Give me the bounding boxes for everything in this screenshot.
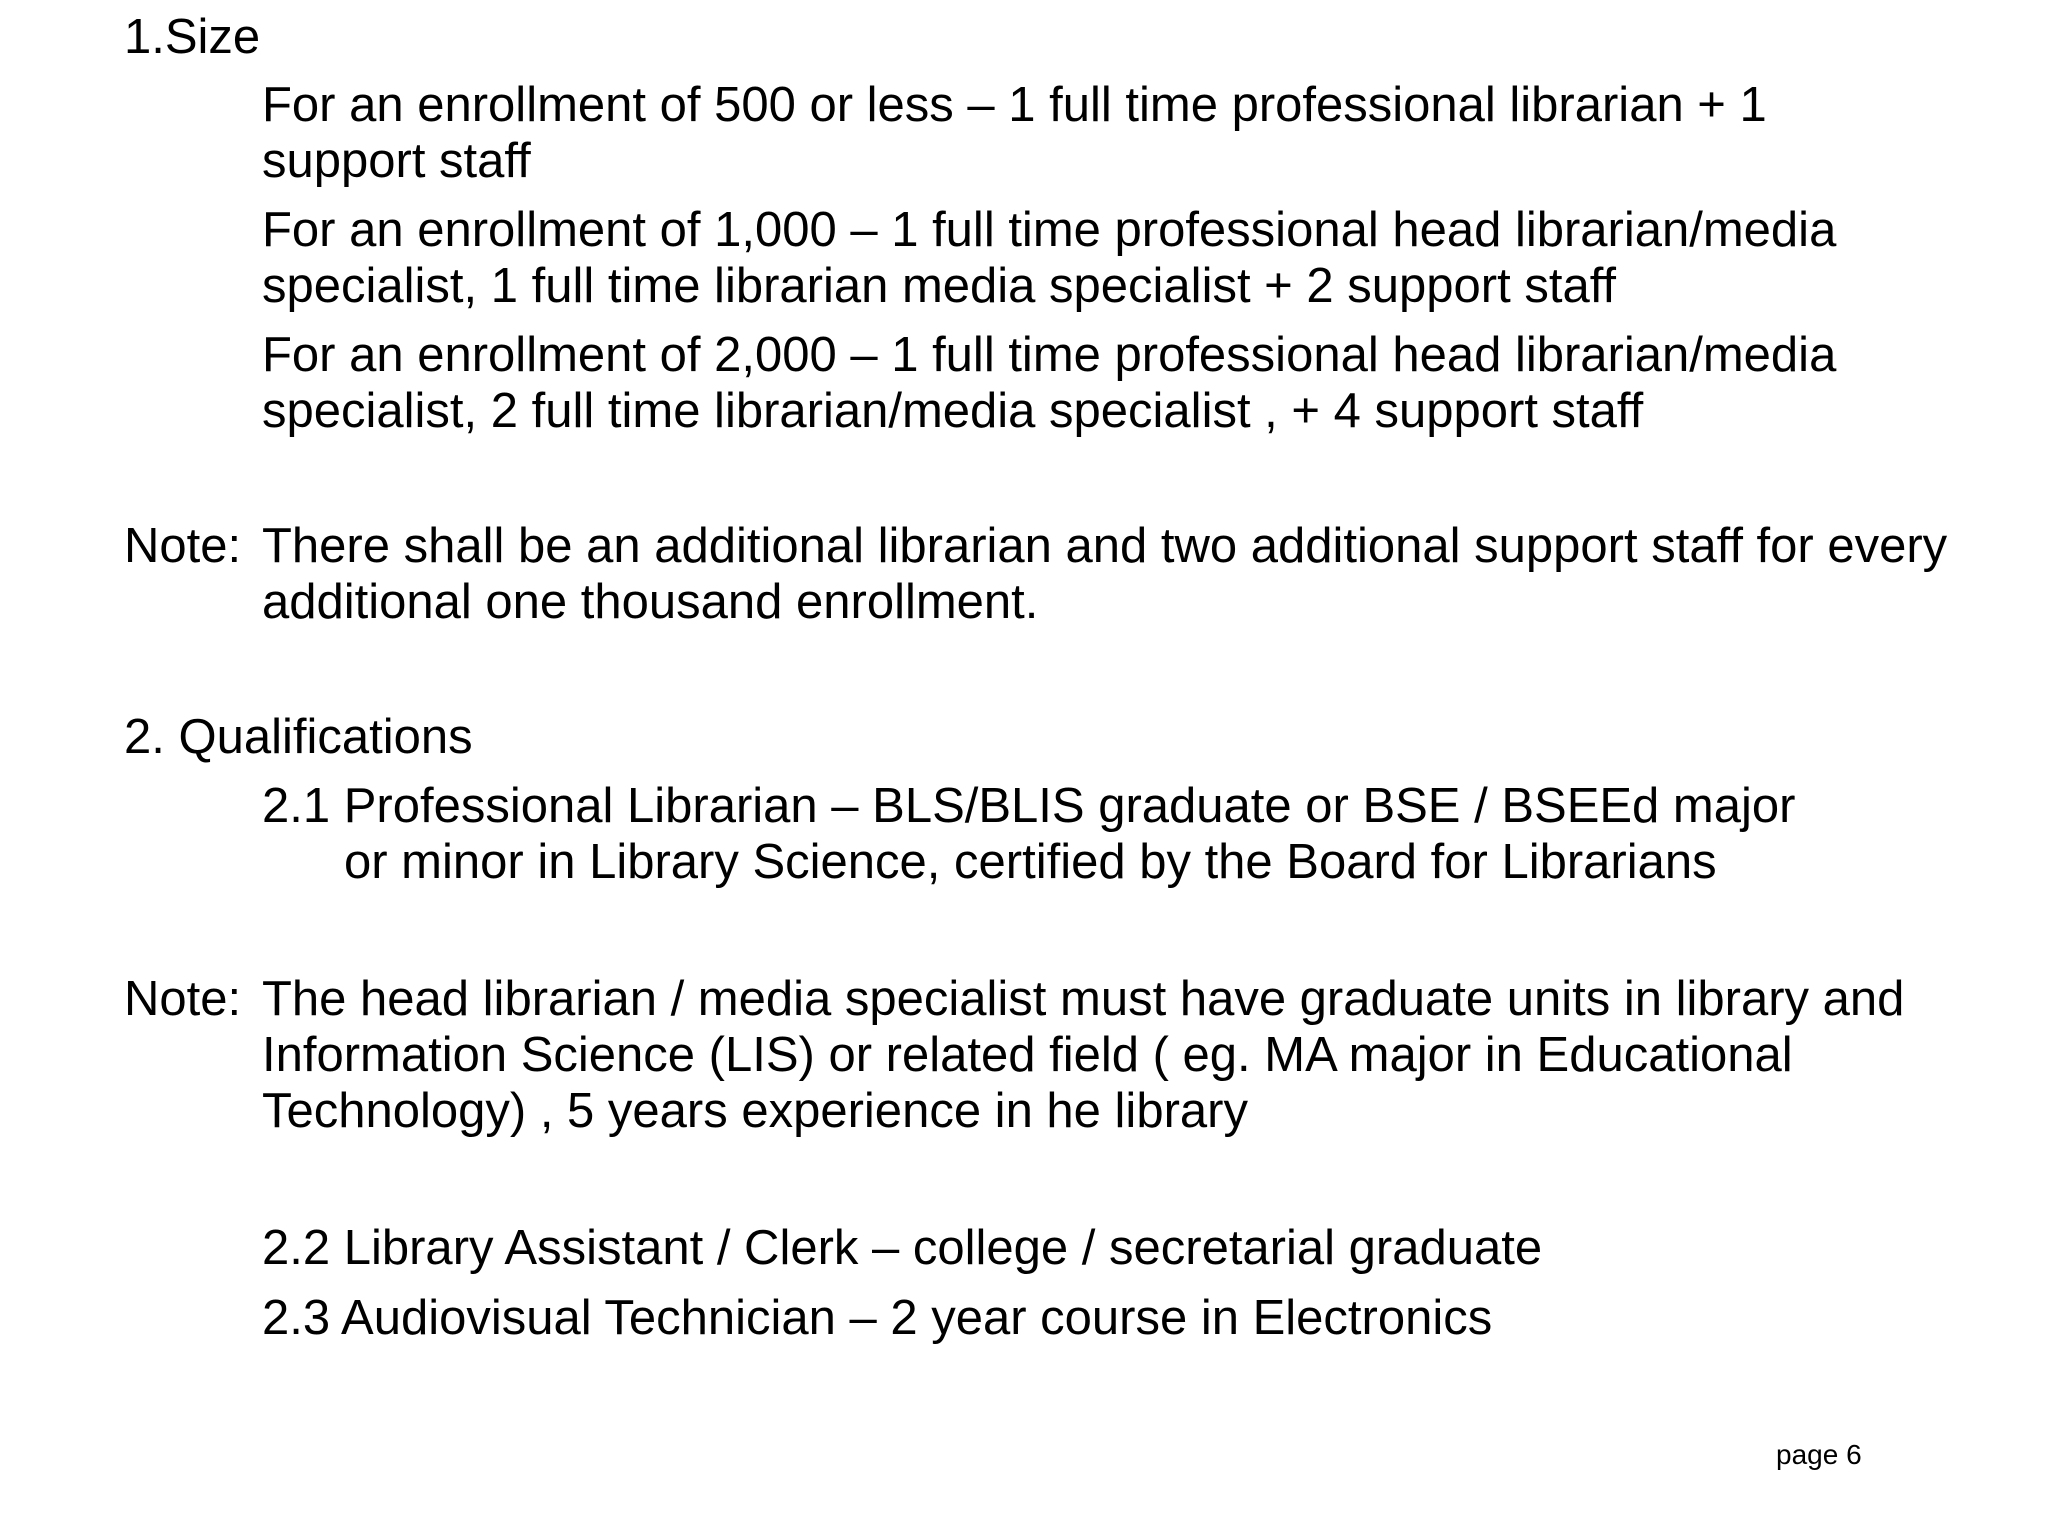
section-1-heading: 1.Size [124, 10, 261, 64]
note-1-label: Note: [124, 519, 242, 573]
qualification-2-3: 2.3 Audiovisual Technician – 2 year course in Electronics [262, 1291, 1493, 1345]
note-2-line-3: Technology) , 5 years experience in he library [262, 1084, 1248, 1138]
note-1-line-2: additional one thousand enrollment. [262, 575, 1039, 629]
section-2-heading: 2. Qualifications [124, 710, 473, 764]
page-number: page 6 [1776, 1439, 1862, 1470]
size-line-1: For an enrollment of 500 or less – 1 full time professional librarian + 1 [262, 78, 1767, 132]
qualification-2-1-line-2: or minor in Library Science, certified by the Board for Librarians [344, 835, 1717, 889]
qualification-2-2: 2.2 Library Assistant / Clerk – college / secretarial graduate [262, 1221, 1543, 1275]
note-2-line-1: The head librarian / media specialist must have graduate units in library and [262, 972, 1905, 1026]
size-line-4: specialist, 1 full time librarian media specialist + 2 support staff [262, 259, 1617, 313]
size-line-3: For an enrollment of 1,000 – 1 full time professional head librarian/media [262, 203, 1837, 257]
note-2-line-2: Information Science (LIS) or related field ( eg. MA major in Educational [262, 1028, 1793, 1082]
note-2-label: Note: [124, 972, 242, 1026]
size-line-2: support staff [262, 134, 531, 188]
size-line-5: For an enrollment of 2,000 – 1 full time professional head librarian/media [262, 328, 1837, 382]
size-line-6: specialist, 2 full time librarian/media specialist , + 4 support staff [262, 384, 1644, 438]
note-1-line-1: There shall be an additional librarian and two additional support staff for every [262, 519, 1948, 573]
qualification-2-1-line-1: 2.1 Professional Librarian – BLS/BLIS graduate or BSE / BSEEd major [262, 779, 1796, 833]
